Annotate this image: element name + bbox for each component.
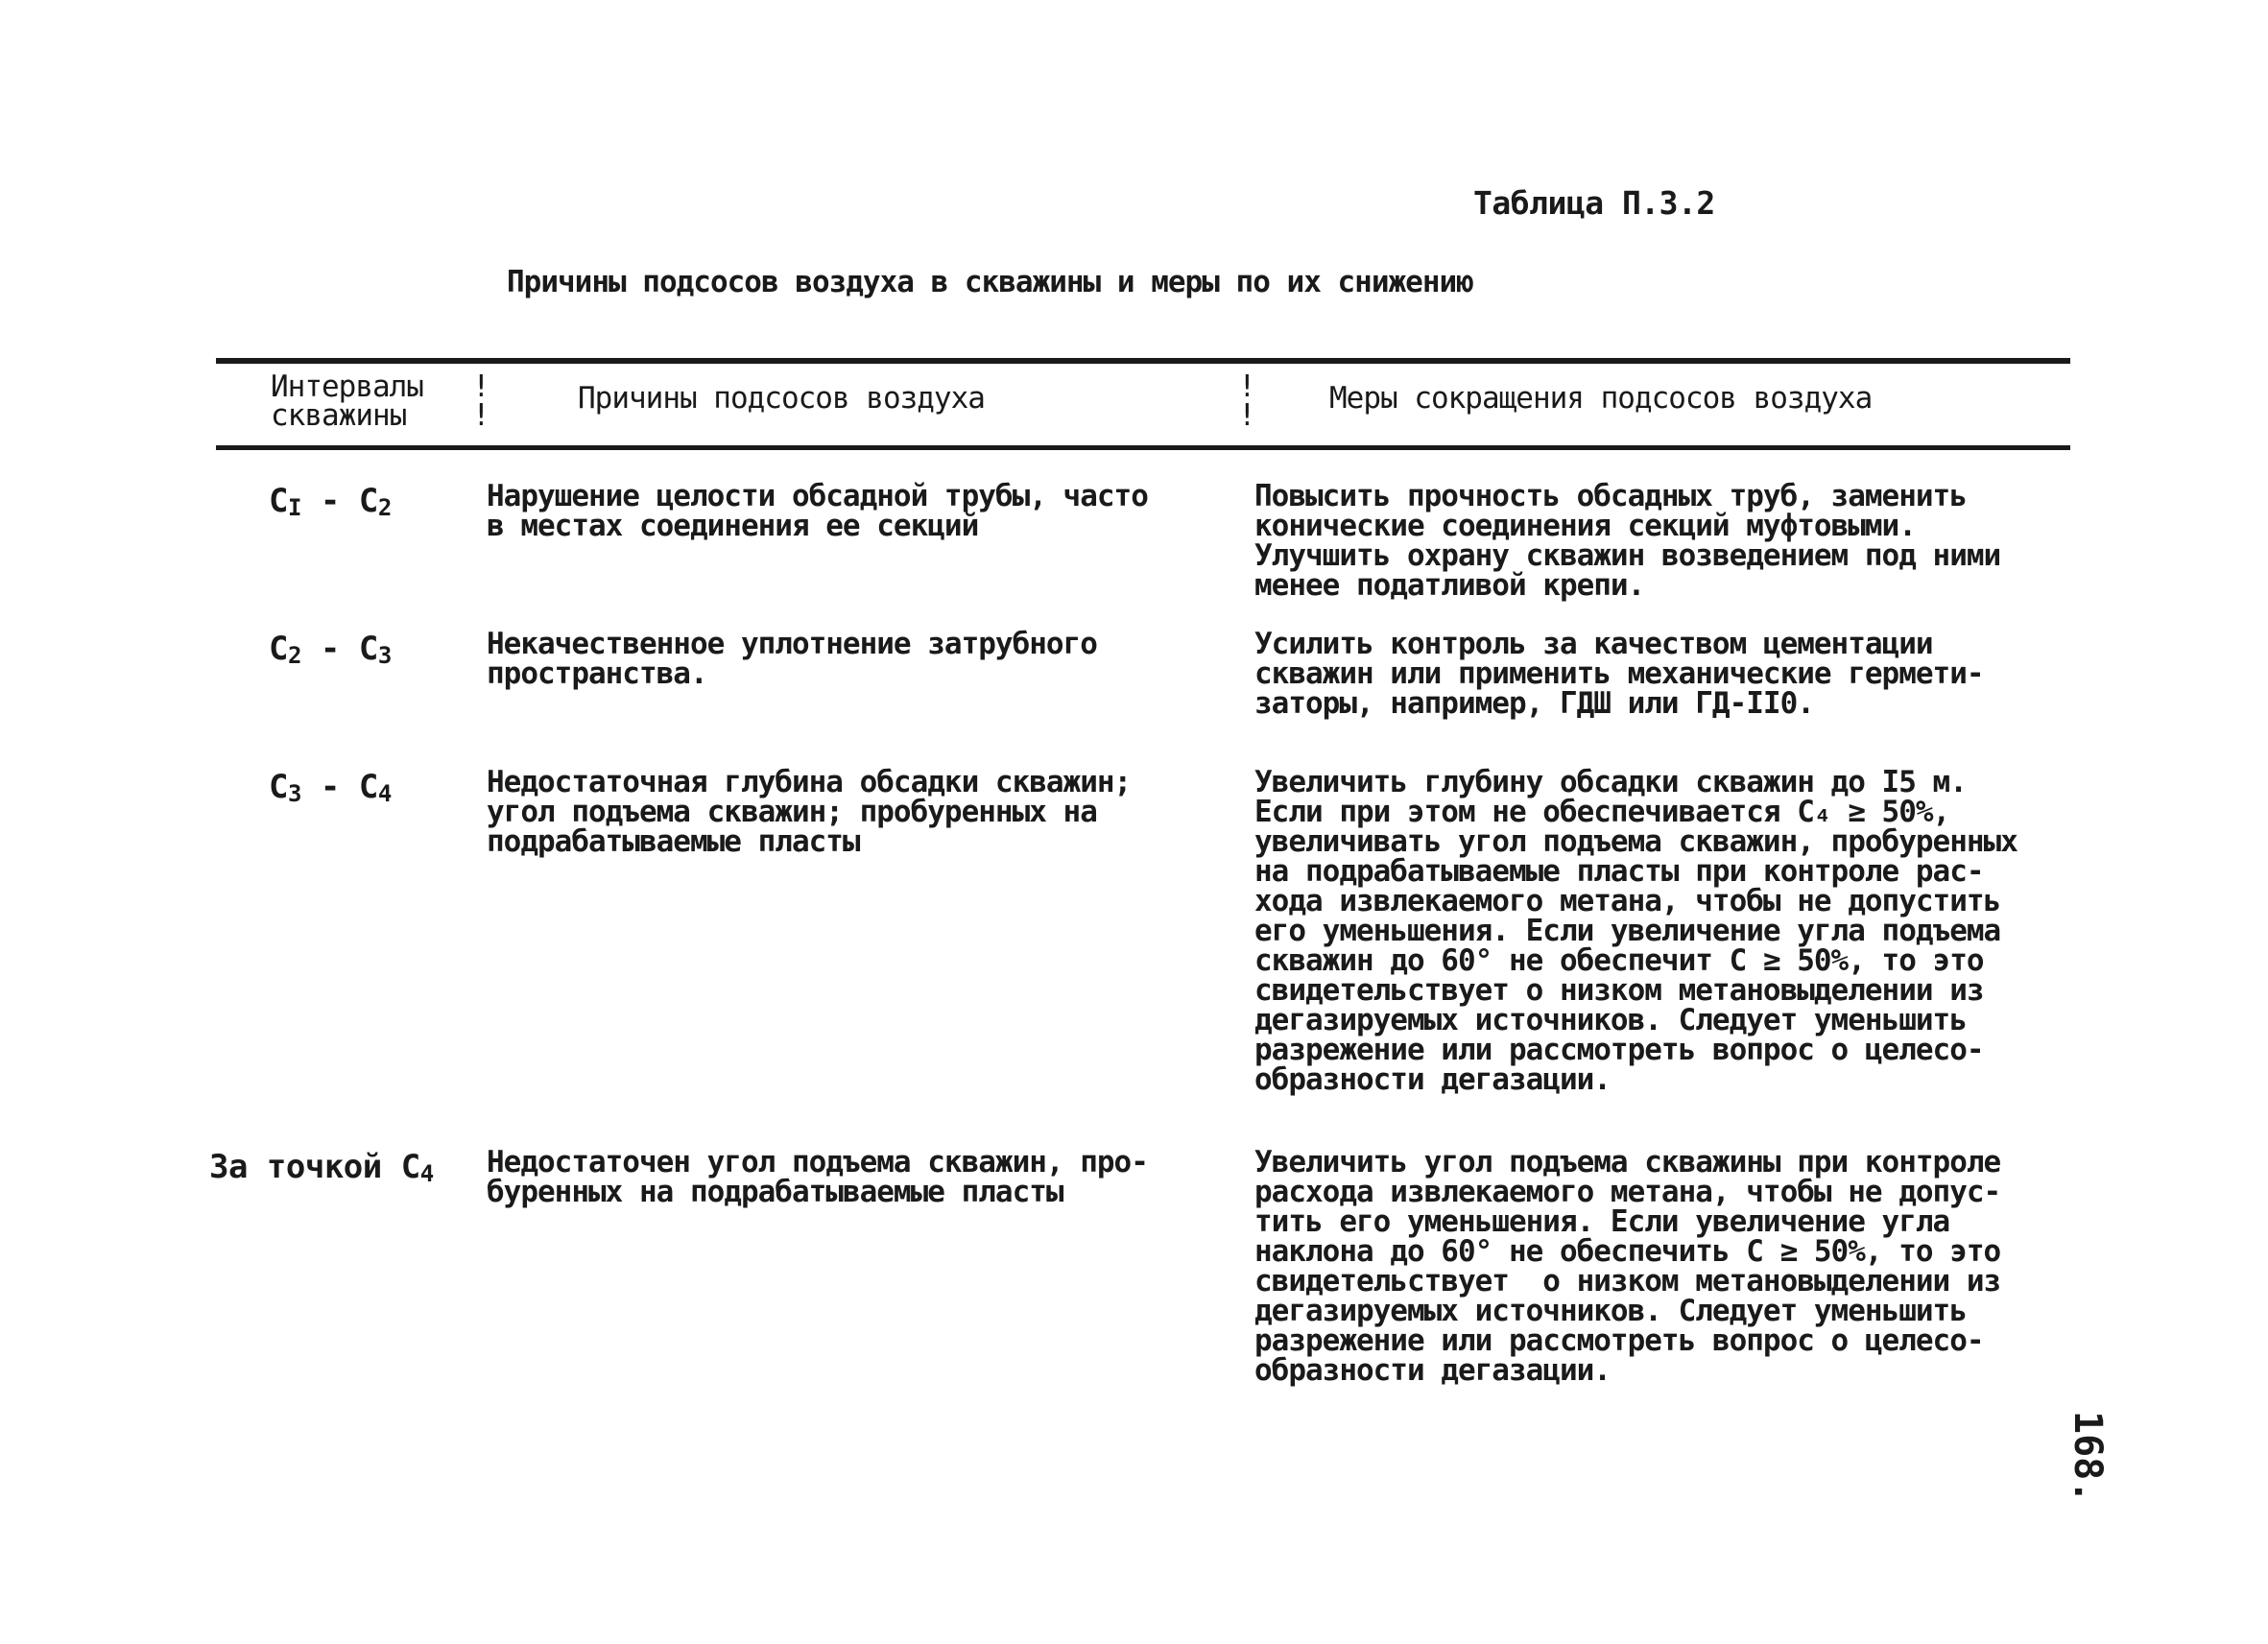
- interval-cell: $C_I - C_2$: [269, 482, 392, 521]
- table-header-rule: [216, 445, 2070, 450]
- page-number: 168.: [2065, 1411, 2110, 1504]
- interval-cell: $C_3 - C_4$: [269, 768, 392, 807]
- header-intervals: Интервалы скважины: [271, 369, 423, 433]
- cause-cell: Нарушение целости обсадной трубы, часто в местах соединения ее секций: [487, 479, 1148, 543]
- header-causes: Причины подсосов воздуха: [578, 381, 985, 416]
- table-label: Таблица П.3.2: [1473, 184, 1715, 222]
- header-separator: ! !: [472, 369, 490, 433]
- cause-cell: Недостаточная глубина обсадки скважин; угол подъема скважин; пробуренных на подрабатываемые пласты: [487, 765, 1132, 859]
- interval-cell: За точкой $C_4$: [209, 1148, 434, 1187]
- header-separator: ! !: [1238, 369, 1256, 433]
- header-measures: Меры сокращения подсосов воздуха: [1329, 381, 1873, 416]
- cause-cell: Некачественное уплотнение затрубного пространства.: [487, 627, 1097, 691]
- measures-cell: Усилить контроль за качеством цементации скважин или применить механические гермети- заторы, например, ГДШ или ГД-II0.: [1254, 627, 1984, 721]
- table-top-rule: [216, 358, 2070, 364]
- measures-cell: Увеличить глубину обсадки скважин до I5 м. Если при этом не обеспечивается C₄ ≥ 50%, увеличивать угол подъема скважин, пробуренных на подрабатываемые пласты при контроле рас- хода извлекаемого метана, чтобы не допустить его уменьшения. Если увеличение угла подъема скважин до 60° не обеспечит C ≥ 50%, то это свидетельствует о низком метановыделении из дегазируемых источников. Следует уменьшить разрежение или рассмотреть вопрос о целесо- образности дегазации.: [1254, 765, 2017, 1097]
- measures-cell: Увеличить угол подъема скважины при контроле расхода извлекаемого метана, чтобы не допус- тить его уменьшения. Если увеличение угла наклона до 60° не обеспечить C ≥ 50%, то это свидетельствует о низком метановыделении из дегазируемых источников. Следует уменьшить разрежение или рассмотреть вопрос о целесо- образности дегазации.: [1254, 1145, 2001, 1388]
- interval-cell: $C_2 - C_3$: [269, 630, 392, 669]
- measures-cell: Повысить прочность обсадных труб, заменить конические соединения секций муфтовыми. Улучшить охрану скважин возведением под ними менее податливой крепи.: [1254, 479, 2001, 603]
- cause-cell: Недостаточен угол подъема скважин, про- буренных на подрабатываемые пласты: [487, 1145, 1148, 1209]
- table-title: Причины подсосов воздуха в скважины и меры по их снижению: [507, 265, 1473, 299]
